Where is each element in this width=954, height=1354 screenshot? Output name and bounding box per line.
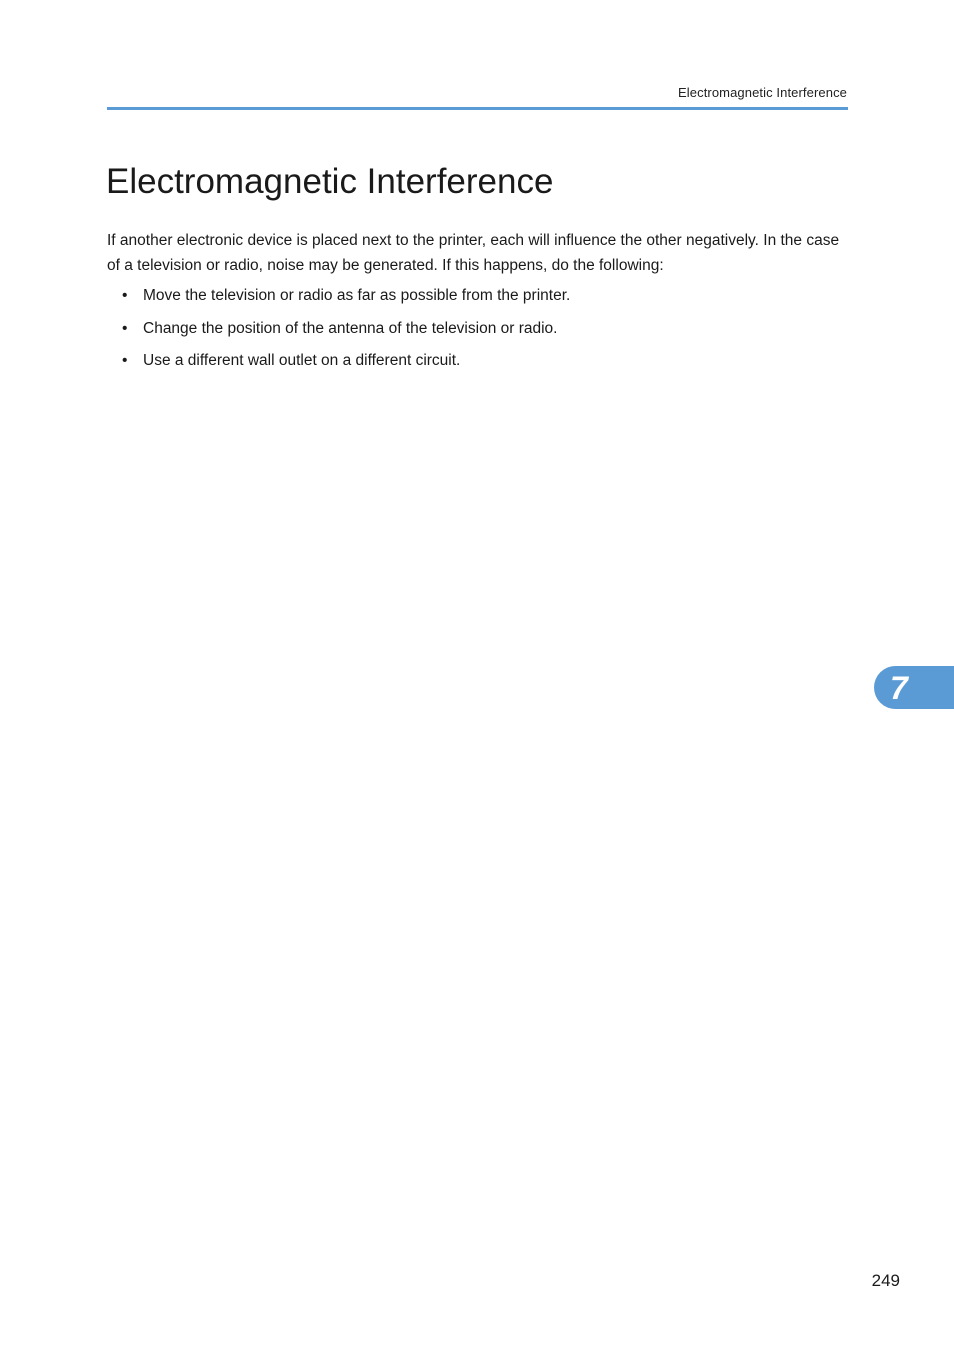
list-item-text: Change the position of the antenna of the television or radio. [143,319,558,337]
list-item-text: Use a different wall outlet on a different circuit. [143,352,461,369]
running-header: Electromagnetic Interference [678,85,847,100]
bullet-icon: • [122,352,128,369]
intro-paragraph: If another electronic device is placed next to the printer, each will influence the other negatively. In the case of a television or radio, noise may be generated. If this happens, do the following: [107,232,840,274]
bullet-icon: • [122,287,128,304]
page-title: Electromagnetic Interference [106,162,554,201]
bullet-icon: • [122,319,128,337]
list-item-text: Move the television or radio as far as possible from the printer. [143,287,571,304]
header-rule [107,107,848,110]
list-item [107,285,848,318]
chapter-tab [874,666,954,709]
list-item [107,318,848,351]
chapter-number: 7 [890,670,908,706]
list-item [107,350,848,383]
page-number: 249 [871,1271,900,1290]
bullet-list [107,285,848,383]
